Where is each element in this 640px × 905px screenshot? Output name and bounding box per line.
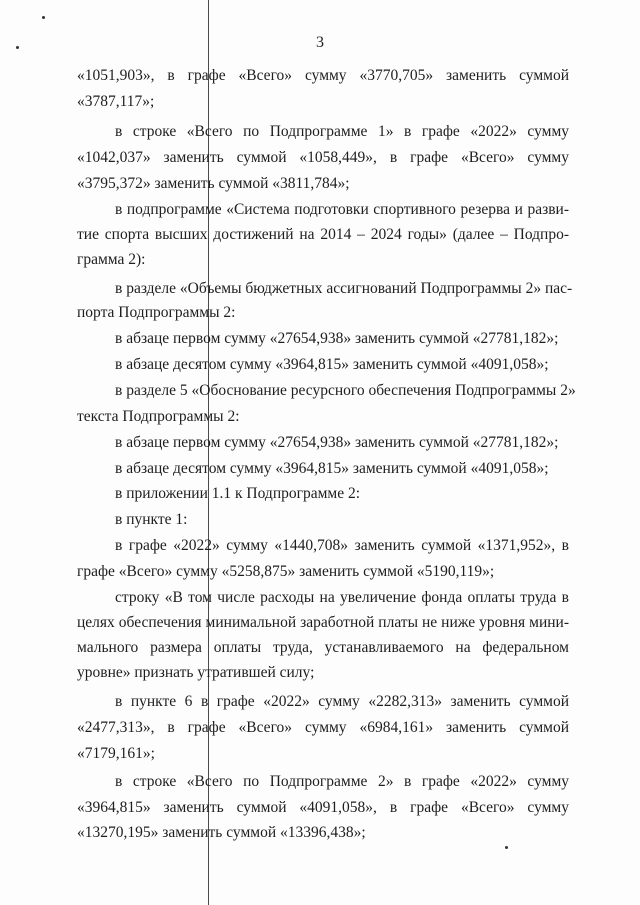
text-line: в пункте 1:	[115, 511, 188, 528]
text-line: «3795,372» заменить суммой «3811,784»;	[77, 175, 350, 192]
text-line: текста Подпрограммы 2:	[77, 408, 240, 425]
text-line: в абзаце первом сумму «27654,938» заменить суммой «27781,182»;	[115, 330, 559, 347]
text-line: «2477,313», в графе «Всего» сумму «6984,161» заменить суммой	[77, 719, 569, 736]
text-line: в графе «2022» сумму «1440,708» заменить суммой «1371,952», в	[115, 537, 569, 554]
text-line: в разделе «Объемы бюджетных ассигнований Подпрограммы 2» пас-	[115, 280, 573, 297]
text-line: порта Подпрограммы 2:	[77, 304, 236, 321]
text-line: грамма 2):	[77, 251, 146, 268]
text-line: мального размера оплаты труда, устанавливаемого на федеральном	[77, 639, 569, 656]
text-line: в приложении 1.1 к Подпрограмме 2:	[115, 485, 361, 502]
text-line: «7179,161»;	[77, 745, 155, 762]
scan-speck	[16, 46, 19, 49]
text-line: в абзаце десятом сумму «3964,815» заменить суммой «4091,058»;	[115, 460, 549, 477]
text-line: в строке «Всего по Подпрограмме 1» в графе «2022» сумму	[115, 123, 569, 140]
text-line: в абзаце первом сумму «27654,938» заменить суммой «27781,182»;	[115, 434, 559, 451]
text-line: «1042,037» заменить суммой «1058,449», в графе «Всего» сумму	[77, 149, 569, 166]
text-line: в разделе 5 «Обоснование ресурсного обеспечения Подпрограммы 2»	[115, 382, 576, 399]
text-line: в строке «Всего по Подпрограмме 2» в графе «2022» сумму	[115, 773, 569, 790]
text-line: целях обеспечения минимальной заработной платы не ниже уровня мини-	[77, 614, 569, 631]
page-number: 3	[316, 34, 324, 51]
text-line: тие спорта высших достижений на 2014 – 2024 годы» (далее – Подпро-	[77, 226, 569, 243]
text-line: «1051,903», в графе «Всего» сумму «3770,705» заменить суммой	[77, 67, 569, 84]
text-line: «3964,815» заменить суммой «4091,058», в графе «Всего» сумму	[77, 799, 569, 816]
text-line: в абзаце десятом сумму «3964,815» заменить суммой «4091,058»;	[115, 356, 549, 373]
text-line: в пункте 6 в графе «2022» сумму «2282,313» заменить суммой	[115, 693, 569, 710]
text-line: «13270,195» заменить суммой «13396,438»;	[77, 824, 366, 841]
text-line: в подпрограмме «Система подготовки спортивного резерва и разви-	[115, 201, 569, 218]
scan-speck	[505, 846, 508, 849]
text-line: строку «В том числе расходы на увеличение фонда оплаты труда в	[115, 589, 569, 606]
text-line: графе «Всего» сумму «5258,875» заменить суммой «5190,119»;	[77, 563, 495, 580]
text-line: уровне» признать утратившей силу;	[77, 664, 315, 681]
text-line: «3787,117»;	[77, 93, 155, 110]
scan-speck	[42, 16, 45, 19]
